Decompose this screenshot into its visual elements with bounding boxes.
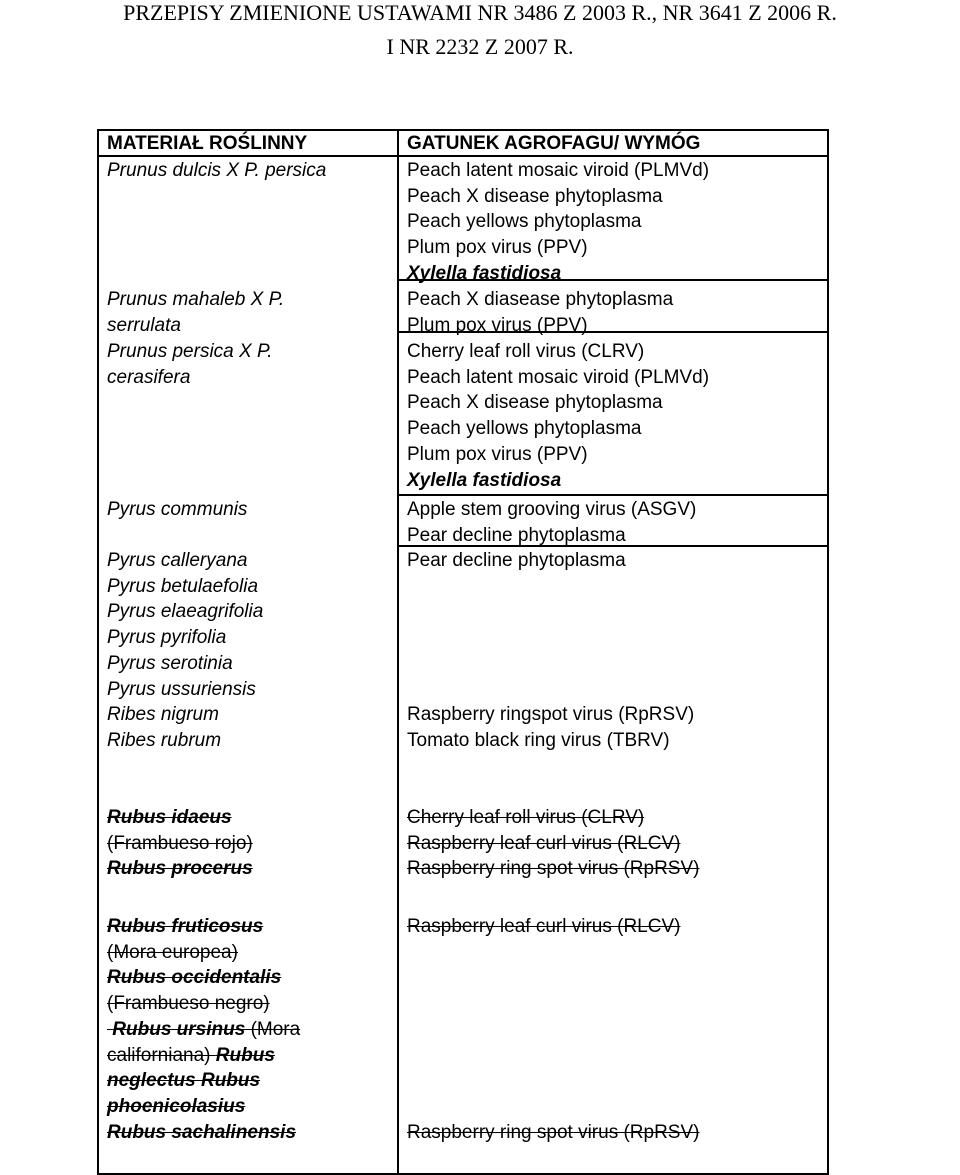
pest-cell [407, 287, 825, 338]
column-divider [397, 131, 399, 1173]
pest-name: Xylella fastidiosa [407, 262, 562, 284]
plant-name: Pyrus elaeagrifolia [107, 601, 264, 623]
plant-name: cerasifera [107, 366, 191, 388]
plant-name-line [107, 1043, 395, 1069]
header-material: MATERIAŁ ROŚLINNY [107, 133, 308, 154]
pest-name: Raspberry ring spot virus (RpRSV) [407, 858, 700, 880]
plant-cell [107, 548, 395, 754]
page-title-line-1: PRZEPISY ZMIENIONE USTAWAMI NR 3486 Z 2003 R., NR 3641 Z 2006 R. [123, 0, 837, 25]
pest-cell [407, 805, 825, 882]
pest-name: Peach X disease phytoplasma [407, 392, 663, 414]
plant-name: Rubus fruticosus [107, 916, 264, 937]
plant-name: neglectus Rubus [107, 1070, 261, 1092]
plant-name: Prunus dulcis X P. persica [107, 160, 327, 181]
plant-common-name: (Frambueso negro) [107, 993, 270, 1015]
pest-name: Tomato black ring virus (TBRV) [407, 729, 670, 751]
pest-name: Pear decline phytoplasma [407, 550, 626, 571]
plant-common-name: (Mora [250, 1018, 301, 1040]
pest-name: Plum pox virus (PPV) [407, 314, 588, 336]
pest-name: Raspberry leaf curl virus (RLCV) [407, 916, 681, 937]
row-divider [397, 494, 827, 496]
plant-cell [107, 805, 395, 882]
pest-name: Pear decline phytoplasma [407, 524, 626, 546]
pest-cell [407, 548, 825, 754]
plant-cell [107, 158, 395, 184]
plant-name: Rubus ursinus [112, 1018, 246, 1040]
plant-cell [107, 914, 395, 1145]
plant-common-name: californiana) [107, 1044, 211, 1066]
plant-name: Rubus procerus [107, 858, 253, 880]
plant-name: Prunus persica X P. [107, 341, 273, 362]
pest-cell [407, 158, 825, 287]
plant-cell [107, 339, 395, 390]
pest-table [97, 129, 829, 1175]
pest-name: Cherry leaf roll virus (CLRV) [407, 341, 645, 362]
plant-name: Pyrus calleryana [107, 550, 248, 571]
plant-name: Rubus [215, 1044, 275, 1066]
pest-cell [407, 497, 825, 548]
plant-cell [107, 497, 395, 523]
pest-name: Raspberry ring spot virus (RpRSV) [407, 1121, 700, 1143]
pest-name: Peach yellows phytoplasma [407, 211, 642, 233]
plant-name: Rubus occidentalis [107, 967, 282, 989]
pest-name: Peach yellows phytoplasma [407, 418, 642, 440]
pest-name: Raspberry ringspot virus (RpRSV) [407, 704, 695, 726]
plant-name: Pyrus serotinia [107, 652, 233, 674]
page-title-line-2: I NR 2232 Z 2007 R. [386, 34, 574, 59]
pest-name: Plum pox virus (PPV) [407, 443, 588, 465]
plant-name: Pyrus pyrifolia [107, 627, 227, 649]
pest-name: Xylella fastidiosa [407, 469, 562, 491]
pest-cell [407, 339, 825, 493]
plant-name-line [107, 1017, 395, 1043]
plant-name: Rubus idaeus [107, 807, 232, 828]
header-pest: GATUNEK AGROFAGU/ WYMÓG [407, 133, 701, 154]
pest-name: Peach latent mosaic viroid (PLMVd) [407, 160, 710, 181]
plant-name: Ribes nigrum [107, 704, 219, 726]
pest-name: Apple stem grooving virus (ASGV) [407, 499, 697, 520]
pest-name: Peach latent mosaic viroid (PLMVd) [407, 366, 710, 388]
plant-name: Prunus mahaleb X P. [107, 289, 285, 310]
pest-name: Peach X disease phytoplasma [407, 185, 663, 207]
plant-name: serrulata [107, 314, 181, 336]
plant-name: Ribes rubrum [107, 729, 222, 751]
pest-name: Peach X diasease phytoplasma [407, 289, 674, 310]
plant-name: Pyrus communis [107, 499, 248, 520]
plant-cell [107, 287, 395, 338]
pest-name: Cherry leaf roll virus (CLRV) [407, 807, 645, 828]
plant-name: Pyrus betulaefolia [107, 575, 259, 597]
plant-common-name: (Mora europea) [107, 941, 238, 963]
plant-name: Rubus sachalinensis [107, 1121, 297, 1143]
pest-name: Plum pox virus (PPV) [407, 237, 588, 259]
pest-cell [407, 914, 825, 1145]
plant-name: phoenicolasius [107, 1095, 246, 1117]
pest-name: Raspberry leaf curl virus (RLCV) [407, 832, 681, 854]
page-title [0, 0, 960, 64]
plant-common-name: (Frambueso rojo) [107, 832, 253, 854]
plant-name: Pyrus ussuriensis [107, 678, 256, 700]
